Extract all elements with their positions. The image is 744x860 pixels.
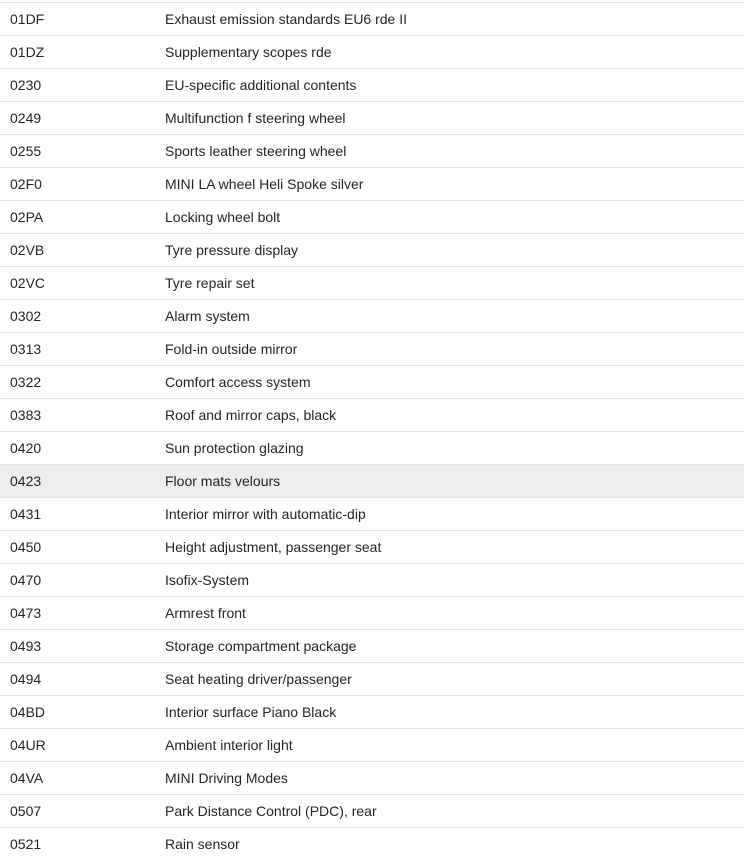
option-description-cell: Storage compartment package <box>165 638 357 654</box>
table-row[interactable] <box>0 299 744 332</box>
table-row[interactable] <box>0 497 744 530</box>
option-code-cell: 0507 <box>10 803 42 819</box>
table-row[interactable] <box>0 200 744 233</box>
option-description-cell: Interior mirror with automatic-dip <box>165 506 366 522</box>
option-description-cell: Multifunction f steering wheel <box>165 110 346 126</box>
table-row[interactable] <box>0 464 744 497</box>
table-row[interactable] <box>0 101 744 134</box>
option-code-cell: 0473 <box>10 605 42 621</box>
table-row[interactable] <box>0 365 744 398</box>
option-code-cell: 0423 <box>10 473 42 489</box>
option-description-cell: Locking wheel bolt <box>165 209 281 225</box>
option-code-cell: 0313 <box>10 341 42 357</box>
option-code-cell: 0302 <box>10 308 42 324</box>
option-description-cell: Sun protection glazing <box>165 440 304 456</box>
option-description-cell: Height adjustment, passenger seat <box>165 539 382 555</box>
option-code-cell: 0493 <box>10 638 42 654</box>
option-description-cell: Floor mats velours <box>165 473 281 489</box>
table-row[interactable] <box>0 728 744 761</box>
table-row[interactable] <box>0 596 744 629</box>
table-row[interactable] <box>0 35 744 68</box>
option-description-cell: EU-specific additional contents <box>165 77 357 93</box>
option-description-cell: Fold-in outside mirror <box>165 341 298 357</box>
table-row[interactable] <box>0 530 744 563</box>
option-description-cell: MINI LA wheel Heli Spoke silver <box>165 176 364 192</box>
table-row[interactable] <box>0 695 744 728</box>
option-code-cell: 0450 <box>10 539 42 555</box>
option-description-cell: Comfort access system <box>165 374 311 390</box>
option-code-cell: 02VB <box>10 242 45 258</box>
option-code-cell: 0383 <box>10 407 42 423</box>
table-row[interactable] <box>0 431 744 464</box>
option-description-cell: Supplementary scopes rde <box>165 44 332 60</box>
table-row[interactable] <box>0 398 744 431</box>
table-row[interactable] <box>0 332 744 365</box>
table-row[interactable] <box>0 827 744 860</box>
table-row[interactable] <box>0 794 744 827</box>
table-row[interactable] <box>0 68 744 101</box>
option-description-cell: Alarm system <box>165 308 250 324</box>
option-code-cell: 01DZ <box>10 44 45 60</box>
option-code-cell: 0249 <box>10 110 42 126</box>
table-row[interactable] <box>0 629 744 662</box>
option-code-cell: 04UR <box>10 737 46 753</box>
option-description-cell: Interior surface Piano Black <box>165 704 337 720</box>
option-code-cell: 0420 <box>10 440 42 456</box>
option-code-cell: 0470 <box>10 572 42 588</box>
option-description-cell: Exhaust emission standards EU6 rde II <box>165 11 408 27</box>
option-description-cell: Ambient interior light <box>165 737 293 753</box>
table-row[interactable] <box>0 563 744 596</box>
option-description-cell: Roof and mirror caps, black <box>165 407 337 423</box>
table-row[interactable] <box>0 266 744 299</box>
option-code-cell: 02PA <box>10 209 44 225</box>
option-description-cell: Tyre pressure display <box>165 242 299 258</box>
option-code-cell: 0255 <box>10 143 42 159</box>
option-code-cell: 04VA <box>10 770 44 786</box>
option-description-cell: Park Distance Control (PDC), rear <box>165 803 377 819</box>
option-code-cell: 0431 <box>10 506 42 522</box>
option-code-cell: 0230 <box>10 77 42 93</box>
option-code-cell: 04BD <box>10 704 46 720</box>
option-description-cell: Rain sensor <box>165 836 240 852</box>
option-description-cell: Seat heating driver/passenger <box>165 671 352 687</box>
option-code-cell: 0494 <box>10 671 42 687</box>
option-description-cell: Sports leather steering wheel <box>165 143 347 159</box>
option-code-cell: 01DF <box>10 11 45 27</box>
option-code-cell: 02F0 <box>10 176 42 192</box>
table-row[interactable] <box>0 662 744 695</box>
option-code-cell: 02VC <box>10 275 46 291</box>
table-row[interactable] <box>0 134 744 167</box>
table-row[interactable] <box>0 233 744 266</box>
table-row[interactable] <box>0 761 744 794</box>
option-description-cell: Armrest front <box>165 605 246 621</box>
table-row[interactable] <box>0 2 744 35</box>
option-code-cell: 0521 <box>10 836 42 852</box>
option-description-cell: Tyre repair set <box>165 275 255 291</box>
option-code-cell: 0322 <box>10 374 42 390</box>
option-description-cell: MINI Driving Modes <box>165 770 288 786</box>
option-description-cell: Isofix-System <box>165 572 250 588</box>
table-row[interactable] <box>0 167 744 200</box>
